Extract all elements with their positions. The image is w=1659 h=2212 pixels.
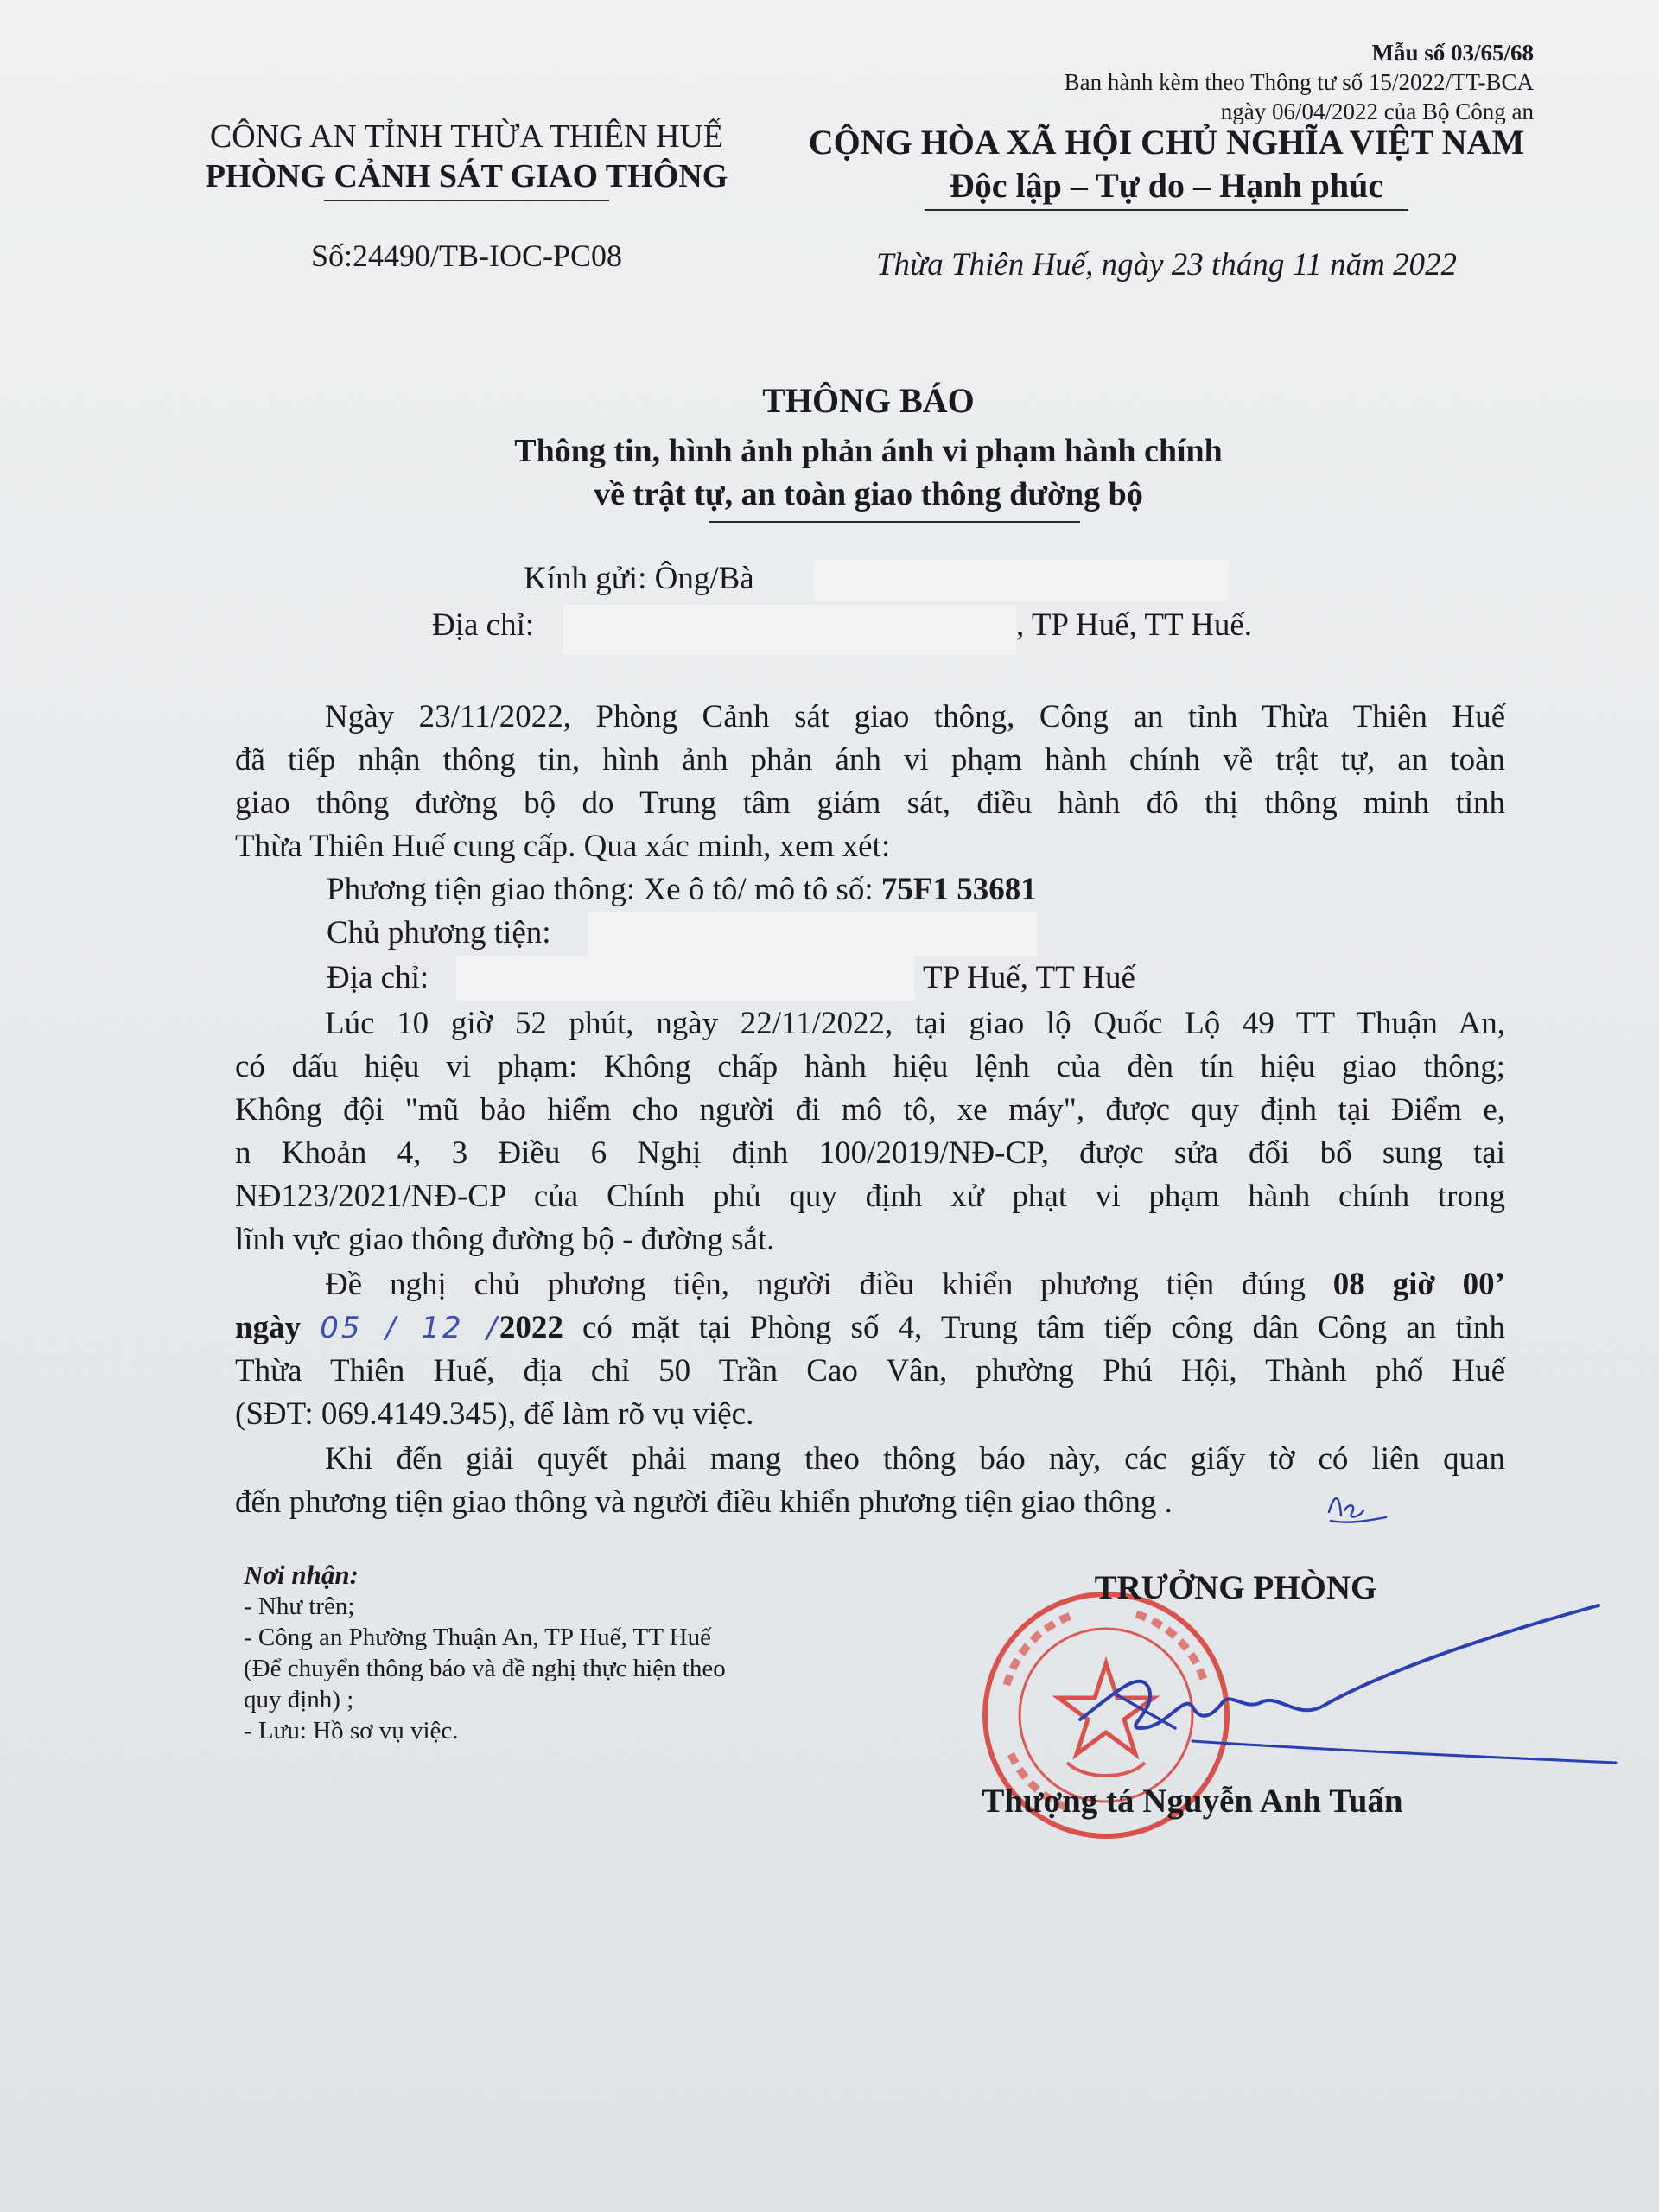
vehicle-label: Phương tiện giao thông: Xe ô tô/ mô tô số:	[327, 872, 881, 907]
redacted-owner-name	[588, 912, 1037, 956]
title-underline	[709, 521, 1080, 523]
p1-line-1: Ngày 23/11/2022, Phòng Cảnh sát giao thông, Công an tỉnh Thừa Thiên Huế	[325, 699, 1505, 734]
recipient-address-city: , TP Huế, TT Huế.	[1016, 607, 1253, 643]
country-name: CỘNG HÒA XÃ HỘI CHỦ NGHĨA VIỆT NAM	[808, 123, 1525, 162]
initials-mark	[1322, 1486, 1391, 1529]
document-title: THÔNG BÁO	[762, 381, 975, 420]
p3-line-2	[235, 1306, 1505, 1350]
recipient-address-label: Địa chỉ:	[432, 607, 535, 643]
document-subtitle-line-2: về trật tự, an toàn giao thông đường bộ	[594, 476, 1143, 512]
national-motto: Độc lập – Tự do – Hạnh phúc	[949, 166, 1384, 205]
paragraph-receipt	[235, 696, 1505, 868]
appointment-year: 2022	[499, 1310, 563, 1345]
p2-line-2: có dấu hiệu vi phạm: Không chấp hành hiệu lệnh của đèn tín hiệu giao thông;	[235, 1049, 1505, 1084]
p2-line-3: Không đội "mũ bảo hiểm cho người đi mô tô, xe máy", được quy định tại Điểm e,	[235, 1092, 1505, 1128]
paragraph-summons	[235, 1263, 1505, 1436]
p3-prefix: Đề nghị chủ phương tiện, người điều khiển phương tiện đúng	[325, 1267, 1333, 1302]
signatory-title: TRƯỞNG PHÒNG	[1094, 1569, 1377, 1606]
p3-line-4: (SĐT: 069.4149.345), để làm rõ vụ việc.	[235, 1396, 754, 1432]
form-issued-line-2: ngày 06/04/2022 của Bộ Công an	[1220, 99, 1534, 124]
form-reference	[929, 38, 1534, 126]
p4-line-1: Khi đến giải quyết phải mang theo thông báo này, các giấy tờ có liên quan	[325, 1441, 1505, 1477]
distribution-item: - Lưu: Hồ sơ vụ việc.	[244, 1717, 459, 1745]
p3-line-3: Thừa Thiên Huế, địa chỉ 50 Trần Cao Vân, phường Phú Hội, Thành phố Huế	[235, 1353, 1505, 1389]
p1-line-4: Thừa Thiên Huế cung cấp. Qua xác minh, xem xét:	[235, 829, 891, 864]
p1-line-3: giao thông đường bộ do Trung tâm giám sát, điều hành đô thị thông minh tỉnh	[235, 785, 1505, 821]
vehicle-line	[327, 871, 1037, 908]
department-name: PHÒNG CẢNH SÁT GIAO THÔNG	[205, 158, 728, 194]
p2-line-6: lĩnh vực giao thông đường bộ - đường sắt.	[235, 1222, 775, 1257]
redacted-recipient-name	[814, 560, 1229, 601]
p1-line-2: đã tiếp nhận thông tin, hình ảnh phản ánh vi phạm hành chính về trật tự, an toàn	[235, 742, 1505, 778]
p2-line-5: NĐ123/2021/NĐ-CP của Chính phủ quy định xử phạt vi phạm hành chính trong	[235, 1179, 1505, 1214]
owner-address-label: Địa chỉ:	[327, 960, 429, 995]
owner-label: Chủ phương tiện:	[327, 915, 551, 950]
paragraph-violation	[235, 1002, 1505, 1262]
salutation: Kính gửi: Ông/Bà	[524, 561, 754, 596]
distribution-item: quy định) ;	[244, 1686, 354, 1713]
distribution-item: - Như trên;	[244, 1592, 355, 1620]
p2-line-4: n Khoản 4, 3 Điều 6 Nghị định 100/2019/NĐ-CP, được sửa đổi bổ sung tại	[235, 1135, 1505, 1171]
paragraph-requirements	[235, 1438, 1505, 1524]
distribution-item: (Để chuyển thông báo và đề nghị thực hiện theo	[244, 1655, 726, 1682]
redacted-recipient-address	[563, 605, 1016, 655]
p3-line-1	[235, 1263, 1505, 1306]
p3-line-2-rest: có mặt tại Phòng số 4, Trung tâm tiếp công dân Công an tỉnh	[563, 1310, 1505, 1345]
national-header-block	[778, 121, 1555, 211]
p4-line-2: đến phương tiện giao thông và người điều khiển phương tiện giao thông .	[235, 1484, 1173, 1520]
motto-underline	[925, 209, 1408, 211]
owner-address-city: TP Huế, TT Huế	[923, 960, 1135, 995]
redacted-owner-address	[456, 956, 914, 1001]
issuing-agency-block	[156, 117, 778, 201]
license-plate: 75F1 53681	[880, 872, 1037, 907]
agency-name: CÔNG AN TỈNH THỪA THIÊN HUẾ	[209, 118, 724, 155]
p2-line-1: Lúc 10 giờ 52 phút, ngày 22/11/2022, tại giao lộ Quốc Lộ 49 TT Thuận An,	[325, 1006, 1505, 1041]
distribution-list	[244, 1560, 849, 1746]
handwritten-date: 05 / 12 /	[320, 1311, 499, 1345]
document-subtitle-line-1: Thông tin, hình ảnh phản ánh vi phạm hành chính	[514, 433, 1223, 469]
signer-name: Thượng tá Nguyễn Anh Tuấn	[982, 1783, 1403, 1820]
form-number: Mẫu số 03/65/68	[1371, 40, 1534, 66]
distribution-item: - Công an Phường Thuận An, TP Huế, TT Huế	[244, 1624, 711, 1651]
document-number: Số:24490/TB-IOC-PC08	[310, 238, 623, 273]
handwritten-signature	[1063, 1590, 1624, 1780]
department-underline	[324, 200, 609, 201]
appointment-day-label: ngày	[235, 1310, 302, 1345]
place-and-date: Thừa Thiên Huế, ngày 23 tháng 11 năm 2022	[875, 247, 1458, 283]
appointment-time: 08 giờ 00’	[1332, 1267, 1505, 1302]
distribution-heading: Nơi nhận:	[244, 1560, 359, 1590]
form-issued-line-1: Ban hành kèm theo Thông tư số 15/2022/TT-BCA	[1064, 69, 1534, 95]
